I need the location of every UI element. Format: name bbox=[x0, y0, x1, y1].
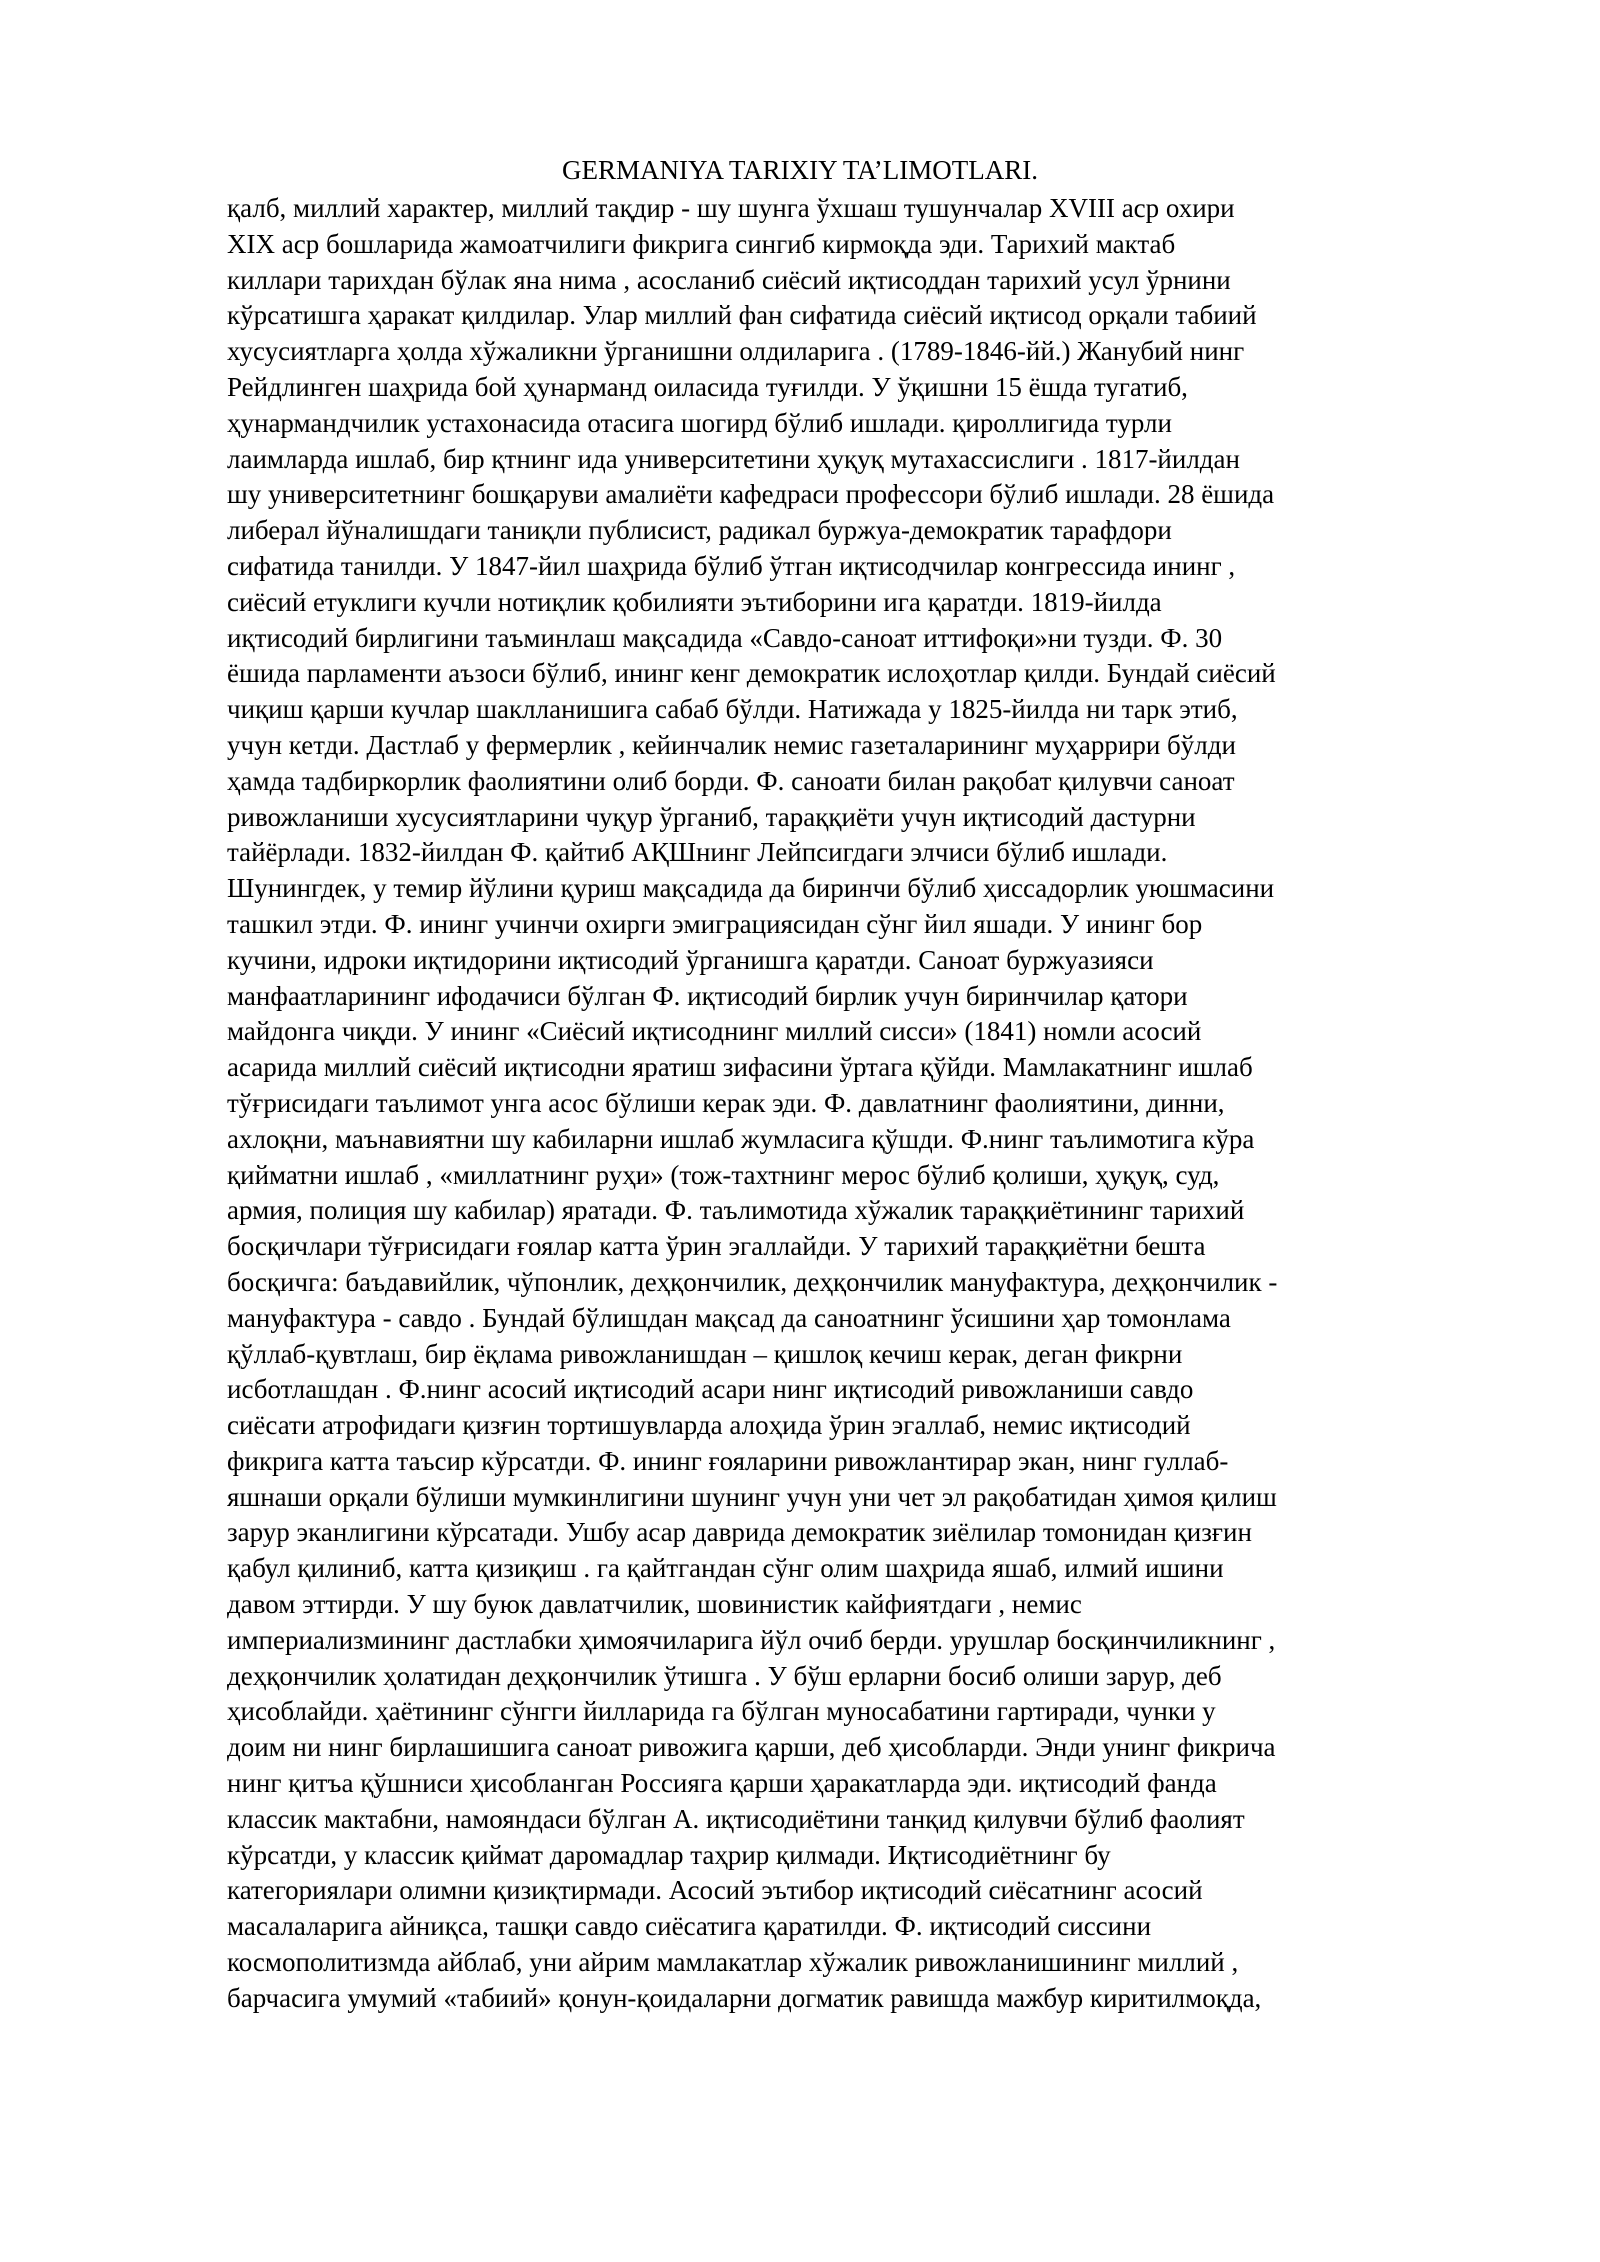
text-line: Шунингдек, у темир йўлини қуриш мақсадида да биринчи бўлиб ҳиссадорлик уюшмасини bbox=[227, 873, 1275, 904]
document-title: GERMANIYA TARIXIY TA’LIMOTLARI. bbox=[562, 155, 1038, 185]
text-line: тўғрисидаги таълимот унга асос бўлиши керак эди. Ф. давлатнинг фаолиятини, динни, bbox=[227, 1087, 1225, 1118]
text-line: ёшида парламенти аъзоси бўлиб, ининг кенг демократик ислоҳотлар қилди. Бундай сиёсий bbox=[227, 658, 1276, 689]
text-line: кўрсатди, у классик қиймат даромадлар таҳрир қилмади. Иқтисодиётнинг бу bbox=[227, 1839, 1111, 1870]
text-line: яшнаши орқали бўлиши мумкинлигини шунинг учун уни чет эл рақобатидан ҳимоя қилиш bbox=[227, 1481, 1277, 1512]
text-line: шу университетнинг бошқаруви амалиёти кафедраси профессори бўлиб ишлади. 28 ёшида bbox=[227, 479, 1275, 510]
text-line: давом эттирди. У шу буюк давлатчилик, шовинистик кайфиятдаги , немис bbox=[227, 1589, 1082, 1620]
text-line: хусусиятларга ҳолда хўжаликни ўрганишни олдиларига . (1789-1846-йй.) Жанубий нинг bbox=[227, 336, 1245, 367]
text-line: тайёрлади. 1832-йилдан Ф. қайтиб АҚШнинг Лейпсигдаги элчиси бўлиб ишлади. bbox=[227, 837, 1168, 868]
text-line: майдонга чиқди. У ининг «Сиёсий иқтисоднинг миллий сисси» (1841) номли асосий bbox=[227, 1016, 1202, 1047]
text-line: ривожланиши хусусиятларини чуқур ўрганиб, тараққиёти учун иқтисодий дастурни bbox=[227, 801, 1196, 832]
text-line: босқичлари тўғрисидаги ғоялар катта ўрин эгаллайди. У тарихий тараққиётни бешта bbox=[227, 1231, 1206, 1262]
text-line: космополитизмда айблаб, уни айрим мамлакатлар хўжалик ривожланишининг миллий , bbox=[227, 1947, 1239, 1978]
text-line: ахлоқни, маънавиятни шу кабиларни ишлаб жумласига қўшди. Ф.нинг таълимотига кўра bbox=[227, 1123, 1255, 1154]
text-line: чиқиш қарши кучлар шаклланишига сабаб бўлди. Натижада у 1825-йилда ни тарк этиб, bbox=[227, 694, 1238, 725]
text-line: қалб, миллий характер, миллий тақдир - шу шунга ўхшаш тушунчалар XVIII аср охири bbox=[227, 193, 1235, 223]
text-line: зарур эканлигини кўрсатади. Ушбу асар даврида демократик зиёлилар томонидан қизғин bbox=[227, 1517, 1252, 1548]
text-line: доим ни нинг бирлашишига саноат ривожига қарши, деб ҳисобларди. Энди унинг фикрича bbox=[227, 1732, 1276, 1763]
text-line: кўрсатишга ҳаракат қилдилар. Улар миллий фан сифатида сиёсий иқтисод орқали табиий bbox=[227, 300, 1257, 331]
text-line: ҳамда тадбиркорлик фаолиятини олиб борди. Ф. саноати билан рақобат қилувчи саноат bbox=[227, 765, 1235, 796]
text-line: иқтисодий бирлигини таъминлаш мақсадида «Савдо-саноат иттифоқи»ни тузди. Ф. 30 bbox=[227, 622, 1223, 653]
text-line: қийматни ишлаб , «миллатнинг руҳи» (тож-тахтнинг мерос бўлиб қолиши, ҳуқуқ, суд, bbox=[227, 1159, 1220, 1190]
text-line: барчасига умумий «табиий» қонун-қоидаларни догматик равишда мажбур киритилмоқда, bbox=[227, 1982, 1262, 2013]
text-line: қабул қилиниб, катта қизиқиш . га қайтгандан сўнг олим шаҳрида яшаб, илмий ишини bbox=[227, 1553, 1224, 1584]
text-line: лаимларда ишлаб, бир қтнинг ида университетини ҳуқуқ мутахассислиги . 1817-йилдан bbox=[227, 443, 1240, 474]
text-line: нинг қитъа қўшниси ҳисобланган Россияга қарши ҳаракатларда эди. иқтисодий фанда bbox=[227, 1768, 1217, 1799]
text-line: киллари тарихдан бўлак яна нима , асосланиб сиёсий иқтисоддан тарихий усул ўрнини bbox=[227, 264, 1231, 295]
text-line: сиёсий етуклиги кучли нотиқлик қобилияти эътиборини ига қаратди. 1819-йилда bbox=[227, 586, 1162, 617]
text-line: исботлашдан . Ф.нинг асосий иқтисодий асари нинг иқтисодий ривожланиши савдо bbox=[227, 1374, 1194, 1405]
text-line: армия, полиция шу кабилар) яратади. Ф. таълимотида хўжалик тараққиётининг тарихий bbox=[227, 1195, 1245, 1226]
text-line: учун кетди. Дастлаб у фермерлик , кейинчалик немис газеталарининг муҳаррири бўлди bbox=[227, 729, 1236, 760]
text-line: классик мактабни, намояндаси бўлган А. иқтисодиётини танқид қилувчи бўлиб фаолият bbox=[227, 1803, 1245, 1834]
text-line: кучини, идроки иқтидорини иқтисодий ўрганишга қаратди. Саноат буржуазияси bbox=[227, 944, 1154, 975]
text-line: сиёсати атрофидаги қизғин тортишувларда алоҳида ўрин эгаллаб, немис иқтисодий bbox=[227, 1410, 1191, 1441]
text-line: либерал йўналишдаги таниқли публисист, радикал буржуа-демократик тарафдори bbox=[227, 515, 1172, 546]
text-line: ҳунармандчилик устахонасида отасига шогирд бўлиб ишлади. қироллигида турли bbox=[227, 407, 1172, 438]
document-body bbox=[227, 191, 1527, 2017]
text-line: мануфактура - савдо . Бундай бўлишдан мақсад да саноатнинг ўсишини ҳар томонлама bbox=[227, 1302, 1231, 1333]
text-line: ташкил этди. Ф. ининг учинчи охирги эмиграциясидан сўнг йил яшади. У ининг бор bbox=[227, 908, 1203, 939]
text-line: Рейдлинген шаҳрида бой ҳунарманд оиласида туғилди. У ўқишни 15 ёшда тугатиб, bbox=[227, 371, 1188, 402]
text-line: босқичга: баъдавийлик, чўпонлик, деҳқончилик, деҳқончилик мануфактура, деҳқончилик - bbox=[227, 1266, 1278, 1297]
text-line: деҳқончилик ҳолатидан деҳқончилик ўтишга . У бўш ерларни босиб олиши зарур, деб bbox=[227, 1660, 1222, 1691]
text-line: ҳисоблайди. ҳаётининг сўнгги йилларида га бўлган муносабатини гартиради, чунки у bbox=[227, 1696, 1216, 1727]
text-line: масалаларига айниқса, ташқи савдо сиёсатига қаратилди. Ф. иқтисодий сиссини bbox=[227, 1911, 1152, 1942]
text-line: категориялари олимни қизиқтирмади. Асосий эътибор иқтисодий сиёсатнинг асосий bbox=[227, 1875, 1203, 1906]
text-line: асарида миллий сиёсий иқтисодни яратиш зифасини ўртага қўйди. Мамлакатнинг ишлаб bbox=[227, 1052, 1253, 1083]
text-line: XIX аср бошларида жамоатчилиги фикрига сингиб кирмоқда эди. Тарихий мактаб bbox=[227, 228, 1176, 259]
text-line: фикрига катта таъсир кўрсатди. Ф. ининг ғояларини ривожлантирар экан, нинг гуллаб- bbox=[227, 1445, 1229, 1476]
text-line: манфаатларининг ифодачиси бўлган Ф. иқтисодий бирлик учун биринчилар қатори bbox=[227, 980, 1188, 1011]
text-line: империализмининг дастлабки ҳимоячиларига йўл очиб берди. урушлар босқинчиликнинг , bbox=[227, 1624, 1276, 1655]
text-line: қўллаб-қувтлаш, бир ёқлама ривожланишдан – қишлоқ кечиш керак, деган фикрни bbox=[227, 1338, 1183, 1369]
text-line: сифатида танилди. У 1847-йил шаҳрида бўлиб ўтган иқтисодчилар конгрессида ининг , bbox=[227, 550, 1236, 581]
